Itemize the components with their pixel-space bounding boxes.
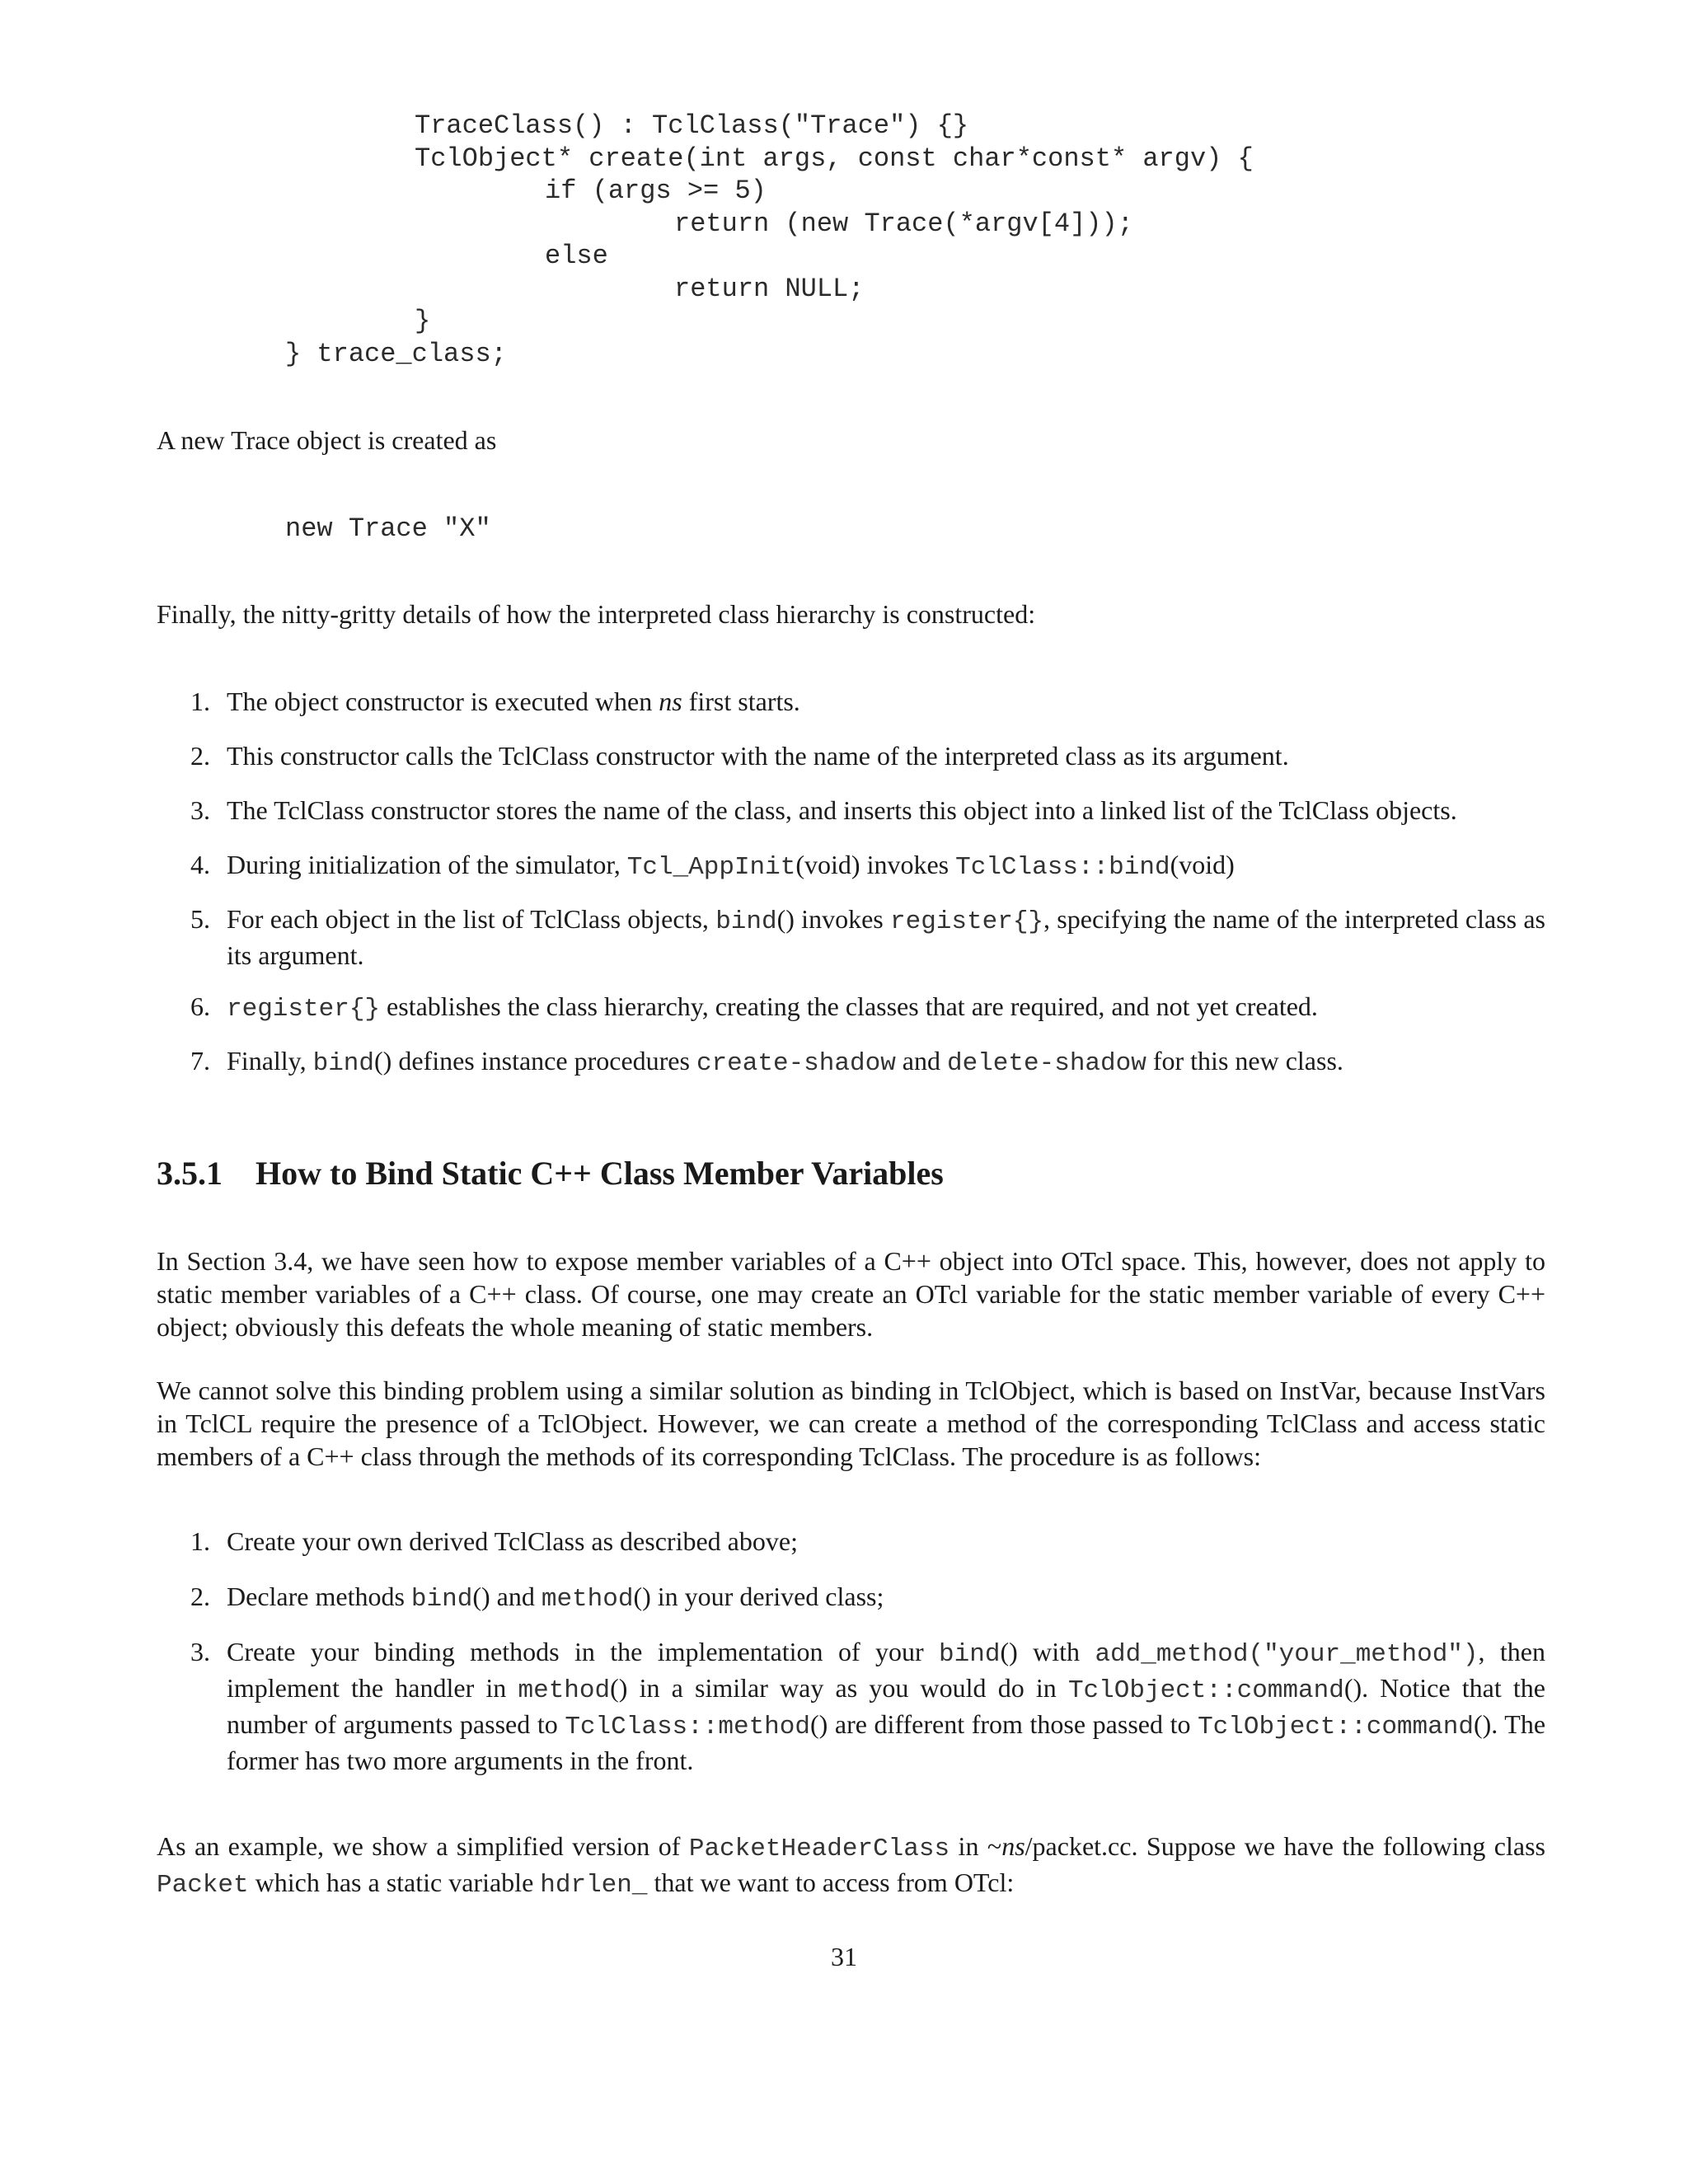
paragraph-finally: Finally, the nitty-gritty details of how the interpreted class hierarchy is constructed: [157, 599, 1036, 629]
code-inline: TclClass::method [565, 1713, 810, 1741]
text: As an example, we show a simplified version of [157, 1831, 689, 1861]
list-item-number: 2. [190, 741, 210, 771]
code-line: return (new Trace(*argv[4])); [674, 209, 1133, 239]
text: for this new class. [1146, 1046, 1343, 1076]
paragraph-example [157, 1830, 1545, 1902]
text: establishes the class hierarchy, creating the classes that are required, and not yet created. [380, 991, 1318, 1021]
text: (void) [1170, 850, 1235, 879]
code-line: if (args >= 5) [545, 176, 767, 206]
text: The object constructor is executed when [227, 687, 659, 716]
paragraph-section-3-4: In Section 3.4, we have seen how to expose member variables of a C++ object into OTcl space. This, however, does not apply to static member variables of a C++ class. Of course, one may create an OTcl variable for the static member variable of every C++ object; obviously this defeats the whole meaning of static members. [157, 1246, 1545, 1342]
list-item-text: This constructor calls the TclClass constructor with the name of the interpreted class as its argument. [227, 741, 1289, 771]
code-inline: TclObject::command [1198, 1713, 1474, 1741]
code-inline: Packet [157, 1871, 249, 1900]
list-item-number: 4. [190, 850, 210, 879]
text: /packet.cc. Suppose we have the following class [1025, 1831, 1546, 1861]
list-item-number: 3. [190, 1637, 210, 1666]
text: Declare methods [227, 1582, 411, 1611]
list-item-number: 3. [190, 795, 210, 825]
code-inline: bind [939, 1640, 1001, 1669]
code-inline: TclObject::command [1067, 1676, 1344, 1705]
emphasis: ns [659, 687, 682, 716]
paragraph-cannot-solve: We cannot solve this binding problem using a similar solution as binding in TclObject, which is based on InstVar, because InstVars in TclCL require the presence of a TclObject. However, we can create a method of the corresponding TclClass and access static members of a C++ class through the methods of its corresponding TclClass. The procedure is as follows: [157, 1376, 1545, 1471]
text: (). Notice that the number of arguments passed to [227, 1673, 1546, 1739]
code-inline: create-shadow [696, 1049, 896, 1078]
page-number: 31 [831, 1942, 857, 1971]
paragraph-new-trace: A new Trace object is created as [157, 425, 497, 455]
text: () with [1000, 1637, 1095, 1666]
code-inline: method [541, 1585, 634, 1614]
text: which has a static variable [248, 1868, 541, 1897]
text: () and [472, 1582, 542, 1611]
list-item-number: 7. [190, 1046, 210, 1076]
code-inline: register{} [227, 995, 381, 1024]
text: and [895, 1046, 947, 1076]
section-number: 3.5.1 [157, 1155, 223, 1192]
code-line: TclObject* create(int args, const char*const* argv) { [415, 143, 1254, 174]
text: (). The former has two more arguments in the front. [227, 1709, 1546, 1775]
text: Create your binding methods in the implementation of your [227, 1637, 940, 1666]
text: (void) invokes [795, 850, 956, 879]
list-item-number: 6. [190, 991, 210, 1021]
text: in ~ [950, 1831, 1002, 1861]
code-line: } [415, 306, 431, 336]
emphasis: ns [1001, 1831, 1025, 1861]
code-line: TraceClass() : TclClass("Trace") {} [415, 110, 969, 141]
list-item-text: The TclClass constructor stores the name of the class, and inserts this object into a linked list of the TclClass objects. [227, 795, 1457, 825]
list-item-text: Create your own derived TclClass as described above; [227, 1526, 798, 1556]
text: first starts. [682, 687, 800, 716]
code-inline: bind [410, 1585, 473, 1614]
text: Finally, [227, 1046, 313, 1076]
section-heading [157, 1154, 944, 1193]
text: that we want to access from OTcl: [647, 1868, 1015, 1897]
code-inline: register{} [890, 907, 1044, 936]
text: () are different from those passed to [809, 1709, 1198, 1739]
code-inline: hdrlen_ [540, 1871, 648, 1900]
text: For each object in the list of TclClass objects, [227, 904, 716, 934]
code-inline: TclClass::bind [955, 853, 1170, 882]
list-item-number: 1. [190, 1526, 210, 1556]
code-inline: bind [312, 1049, 375, 1078]
code-inline: bind [715, 907, 777, 936]
text: () defines instance procedures [374, 1046, 696, 1076]
code-new-trace: new Trace "X" [285, 513, 491, 544]
text: () invokes [776, 904, 890, 934]
code-line: else [545, 241, 608, 271]
code-inline: delete-shadow [947, 1049, 1146, 1078]
text: , specifying the name of the interpreted class as its argument. [227, 904, 1546, 970]
code-line: } trace_class; [285, 339, 507, 369]
code-inline: Tcl_AppInit [626, 853, 796, 882]
code-inline: PacketHeaderClass [688, 1835, 950, 1863]
text: , then implement the handler in [227, 1637, 1545, 1703]
code-inline: add_method("your_method") [1095, 1640, 1479, 1669]
text: () in a similar way as you would do in [610, 1673, 1068, 1703]
section-title: How to Bind Static C++ Class Member Variables [256, 1155, 944, 1192]
text: () in your derived class; [633, 1582, 884, 1611]
list-item-number: 1. [190, 687, 210, 716]
code-inline: method [518, 1676, 611, 1705]
list-item-number: 2. [190, 1582, 210, 1611]
text: During initialization of the simulator, [227, 850, 627, 879]
code-line: return NULL; [674, 274, 865, 304]
list-item-number: 5. [190, 904, 210, 934]
